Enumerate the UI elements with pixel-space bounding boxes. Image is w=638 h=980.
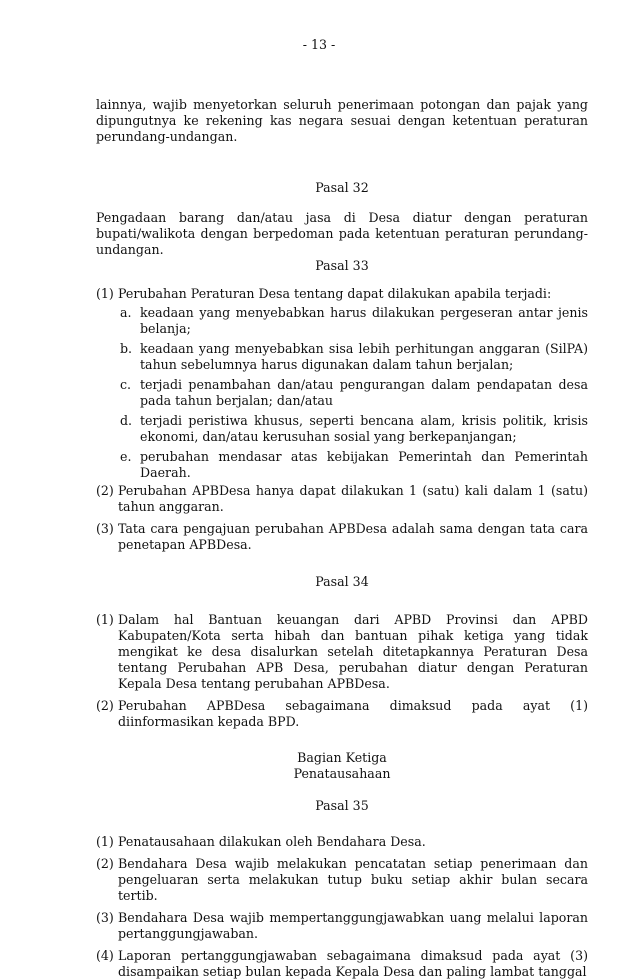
pasal-35-item-4 <box>96 948 588 980</box>
sub-item-text: terjadi peristiwa khusus, seperti bencana alam, krisis politik, krisis ekonomi, dan/atau kerusuhan sosial yang berkepanjangan; <box>140 413 588 444</box>
item-text: Bendahara Desa wajib mempertanggungjawabkan uang melalui laporan pertanggungjawaban. <box>118 910 588 941</box>
item-number: (2) <box>96 483 114 498</box>
sub-item-text: keadaan yang menyebabkan harus dilakukan pergeseran antar jenis belanja; <box>140 305 588 336</box>
item-number: (2) <box>96 856 114 871</box>
pasal-34-title: Pasal 34 <box>315 574 369 589</box>
pasal-32-title: Pasal 32 <box>315 180 369 195</box>
pasal-33-sub-list <box>118 305 588 481</box>
sub-item-letter: c. <box>120 377 132 392</box>
item-number: (1) <box>96 612 114 627</box>
bagian-title: Bagian Ketiga <box>297 750 387 765</box>
pasal-34-item-2 <box>96 698 588 730</box>
pasal-35-item-3 <box>96 910 588 942</box>
sub-item-text: perubahan mendasar atas kebijakan Pemerintah dan Pemerintah Daerah. <box>140 449 588 480</box>
pasal-33-item-2 <box>96 483 588 515</box>
item-number: (3) <box>96 521 114 536</box>
item-number: (1) <box>96 834 114 849</box>
sub-item-d <box>118 413 588 445</box>
pasal-35-title: Pasal 35 <box>315 798 369 813</box>
pasal-32-text: Pengadaan barang dan/atau jasa di Desa diatur dengan peraturan bupati/walikota dengan berpedoman pada ketentuan peraturan perundang-undangan. <box>96 210 588 257</box>
item-text: Perubahan APBDesa sebagaimana dimaksud pada ayat (1) diinformasikan kepada BPD. <box>118 698 588 729</box>
sub-item-e <box>118 449 588 481</box>
item-number: (3) <box>96 910 114 925</box>
intro-paragraph: lainnya, wajib menyetorkan seluruh penerimaan potongan dan pajak yang dipungutnya ke rekening kas negara sesuai dengan ketentuan peraturan perundang-undangan. <box>96 97 588 144</box>
sub-item-c <box>118 377 588 409</box>
item-number: (4) <box>96 948 114 963</box>
sub-item-b <box>118 341 588 373</box>
item-text: Perubahan Peraturan Desa tentang dapat dilakukan apabila terjadi: <box>118 286 552 301</box>
pasal-33-item-3 <box>96 521 588 553</box>
sub-item-letter: d. <box>120 413 133 428</box>
item-number: (1) <box>96 286 114 301</box>
page-number: - 13 - <box>302 37 336 52</box>
pasal-33-item-1 <box>96 286 588 481</box>
pasal-35-item-2 <box>96 856 588 904</box>
item-text: Dalam hal Bantuan keuangan dari APBD Provinsi dan APBD Kabupaten/Kota serta hibah dan bantuan pihak ketiga yang tidak mengikat ke desa disalurkan setelah ditetapkannya Peraturan Desa tentang Perubahan APB Desa, perubahan diatur dengan Peraturan Kepala Desa tentang perubahan APBDesa. <box>118 612 588 691</box>
item-text: Perubahan APBDesa hanya dapat dilakukan 1 (satu) kali dalam 1 (satu) tahun anggaran. <box>118 483 588 514</box>
pasal-35-item-1 <box>96 834 588 850</box>
bagian-subtitle: Penatausahaan <box>293 766 391 781</box>
pasal-33-title: Pasal 33 <box>315 258 369 273</box>
item-text: Laporan pertanggungjawaban sebagaimana dimaksud pada ayat (3) disampaikan setiap bulan kepada Kepala Desa dan paling lambat tanggal <box>118 948 588 979</box>
item-text: Tata cara pengajuan perubahan APBDesa adalah sama dengan tata cara penetapan APBDesa. <box>118 521 588 552</box>
item-text: Penatausahaan dilakukan oleh Bendahara Desa. <box>118 834 426 849</box>
sub-item-letter: b. <box>120 341 133 356</box>
document-body <box>96 97 588 980</box>
sub-item-text: terjadi penambahan dan/atau pengurangan dalam pendapatan desa pada tahun berjalan; dan/atau <box>140 377 588 408</box>
sub-item-letter: a. <box>120 305 132 320</box>
pasal-34-item-1 <box>96 612 588 692</box>
sub-item-text: keadaan yang menyebabkan sisa lebih perhitungan anggaran (SilPA) tahun sebelumnya harus digunakan dalam tahun berjalan; <box>140 341 588 372</box>
item-number: (2) <box>96 698 114 713</box>
sub-item-letter: e. <box>120 449 132 464</box>
sub-item-a <box>118 305 588 337</box>
item-text: Bendahara Desa wajib melakukan pencatatan setiap penerimaan dan pengeluaran serta melakukan tutup buku setiap akhir bulan secara tertib. <box>118 856 588 903</box>
